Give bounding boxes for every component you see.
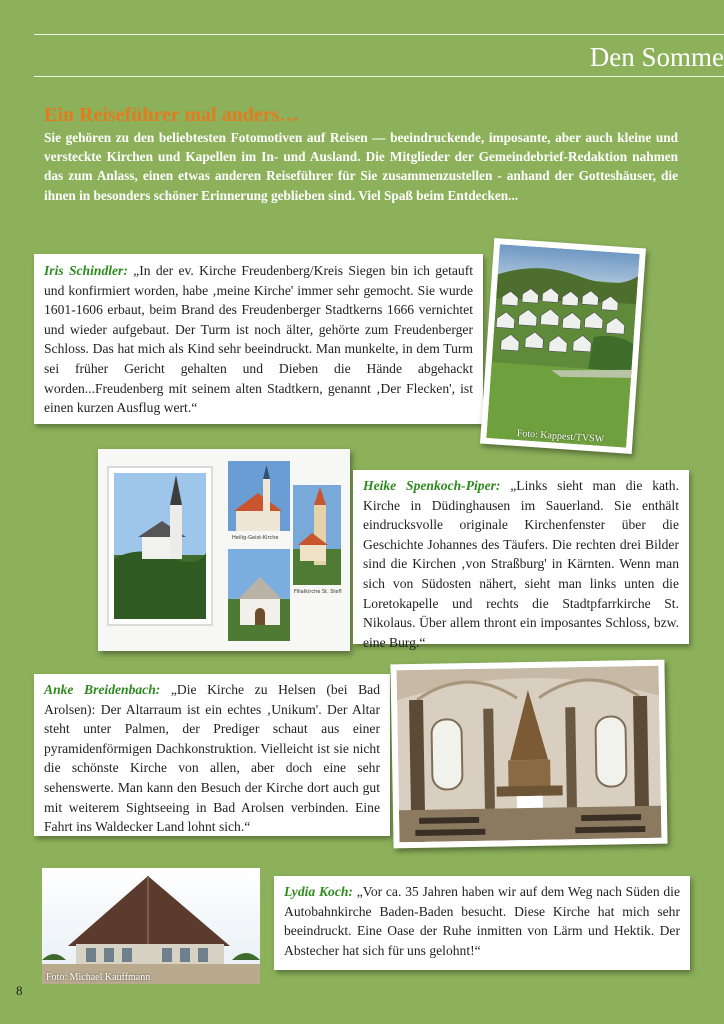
- entry-anke-breidenbach: [34, 674, 390, 836]
- entry-lydia-koch: [274, 876, 690, 970]
- header-rule-bottom: [34, 76, 724, 77]
- photo-autobahnkirche: [42, 868, 260, 984]
- section-title: Den Somme: [589, 42, 724, 72]
- photo-postcard-collage: [98, 449, 350, 651]
- entry-text: „In der ev. Kirche Freudenberg/Kreis Siegen bin ich getauft und konfirmiert worden, habe ‚meine Kirche' immer sehr gemocht. Sie wurde 1601-1606 erbaut, beim Brand des Freudenberger Stadtkerns 1666 vernichtet und wieder aufgebaut. Der Turm ist noch älter, gehörte zum Freudenberger Schloss. Das hat mich als Kind sehr beeindruckt. Man munkelte, in dem Turm sei früher Gericht gehalten und Dieben die Hände abgehackt worden...Freudenberg mit seinem alten Stadtkern, genannt ‚Der Flecken', ist einen kurzen Ausflug wert.“: [44, 263, 474, 416]
- autobahnkirche-image: [42, 868, 260, 984]
- photo-caption: Foto: Kappest/TVSW: [516, 428, 605, 446]
- header-rule-top: [34, 34, 724, 35]
- article-headline: Ein Reiseführer mal anders…: [44, 104, 300, 126]
- photo-freudenberg: [480, 238, 646, 454]
- postcard-label-filialkirche: Filialkirche St. Stefl: [294, 589, 342, 595]
- helsen-interior-image: [397, 666, 662, 843]
- photo-caption: Foto: Michael Kauffmann: [46, 972, 151, 983]
- entry-author: Heike Spenkoch-Piper:: [363, 478, 511, 493]
- page-number: 8: [16, 983, 23, 998]
- entry-text: „Die Kirche zu Helsen (bei Bad Arolsen): Der Altarraum ist ein echtes ‚Unikum'. Der Altar steht unter Palmen, der Prediger schaut aus einer pyramidenförmigen Dachkonstruktion. Vielleicht ist sie nicht die schönste Kirche von allen, aber doch eine sehr sehenswerte. Man kann den Besuch der Kirche dort auch gut mit weiterem Sightseeing in Bad Arolsen verbinden. Eine Fahrt ins Waldecker Land lohnt sich.“: [44, 682, 380, 835]
- entry-author: Lydia Koch:: [284, 884, 357, 899]
- entry-text: „Links sieht man die kath. Kirche in Düdinghausen im Sauerland. Sie enthält eindrucksvolle originale Kirchenfenster über die Geschichte Johannes des Täufers. Die rechten drei Bilder sind die Kirchen ‚von Straßburg' in Kärnten. Wenn man sich von Südosten nähert, sieht man links unten die Loretokapelle und rechts die Stadtpfarrkirche St. Nikolaus. Über allem thront ein imposantes Schloss, bzw. eine Burg.“: [363, 478, 679, 650]
- entry-author: Anke Breidenbach:: [44, 682, 171, 697]
- entry-iris-schindler: [34, 254, 483, 424]
- entry-author: Iris Schindler:: [44, 263, 134, 278]
- postcard-collage-image: [98, 449, 350, 651]
- entry-text: „Vor ca. 35 Jahren haben wir auf dem Weg nach Süden die Autobahnkirche Baden-Baden besucht. Diese Kirche hat mich sehr beeindruckt. Eine Oase der Ruhe inmitten von Lärm und Hektik. Der Abstecher hat sich für uns gelohnt!“: [284, 884, 680, 958]
- article-intro: Sie gehören zu den beliebtesten Fotomotiven auf Reisen — beeindruckende, imposante, aber auch kleine und versteckte Kirchen und Kapellen im In- und Ausland. Die Mitglieder der Gemeindebrief-Redaktion nahmen das zum Anlass, einen etwas anderen Reiseführer für Sie zusammenzustellen - anhand der Gotteshäuser, die ihnen in besonders schöner Erinnerung geblieben sind. Viel Spaß beim Entdecken...: [44, 130, 678, 203]
- entry-heike-spenkoch-piper: [353, 470, 689, 650]
- freudenberg-town-image: [486, 244, 639, 447]
- postcard-label-heilig-geist: Heilig-Geist-Kirche: [232, 535, 279, 541]
- photo-helsen-interior: [390, 660, 667, 849]
